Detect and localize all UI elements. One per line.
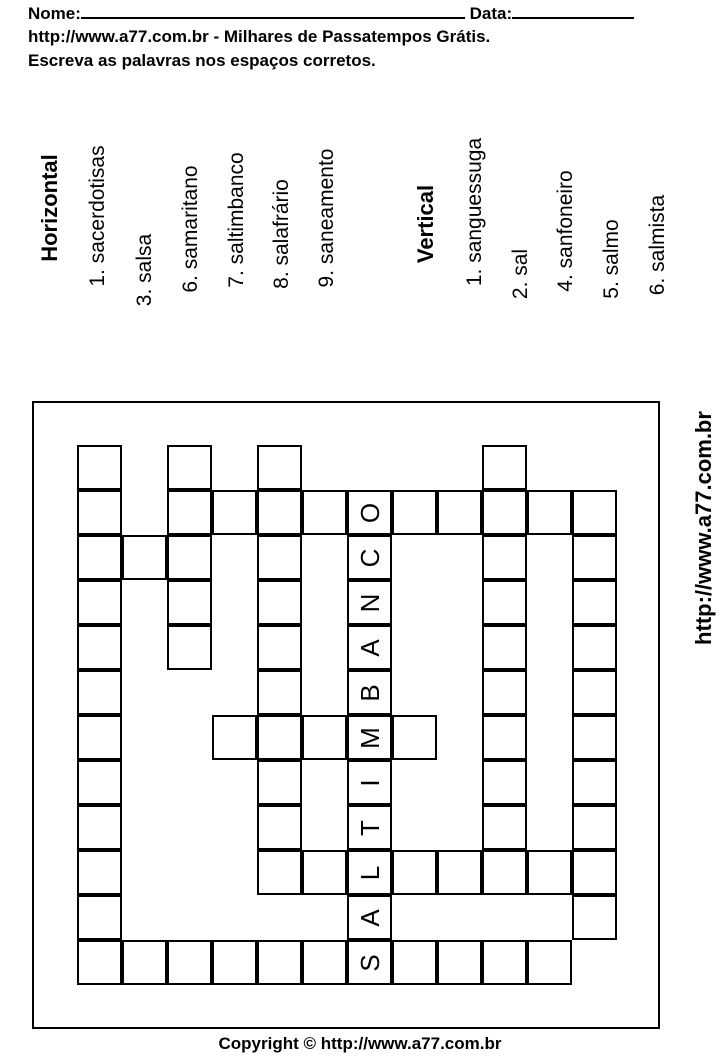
- grid-letter: I: [354, 778, 385, 787]
- vertical-clue: 4. sanfoneiro: [554, 170, 577, 292]
- grid-cell[interactable]: [572, 895, 617, 940]
- name-field[interactable]: [81, 3, 465, 19]
- grid-cell[interactable]: [77, 850, 122, 895]
- grid-cell[interactable]: [257, 490, 302, 535]
- grid-cell[interactable]: [482, 715, 527, 760]
- grid-cell[interactable]: [257, 760, 302, 805]
- grid-cell[interactable]: [167, 535, 212, 580]
- grid-cell[interactable]: [257, 940, 302, 985]
- grid-cell[interactable]: [167, 490, 212, 535]
- grid-cell[interactable]: [572, 760, 617, 805]
- grid-cell[interactable]: [482, 625, 527, 670]
- grid-cell[interactable]: [392, 850, 437, 895]
- grid-letter: L: [354, 865, 385, 880]
- grid-cell[interactable]: [482, 490, 527, 535]
- horizontal-clue: 3. salsa: [133, 233, 156, 307]
- grid-cell[interactable]: [77, 490, 122, 535]
- grid-cell[interactable]: [347, 805, 392, 850]
- grid-cell[interactable]: [482, 535, 527, 580]
- grid-cell[interactable]: [257, 580, 302, 625]
- vertical-title: Vertical: [413, 184, 438, 264]
- instruction-line: Escreva as palavras nos espaços corretos.: [28, 51, 376, 70]
- grid-cell[interactable]: [572, 490, 617, 535]
- grid-letter: T: [354, 819, 385, 836]
- grid-letter: B: [354, 683, 385, 702]
- horizontal-title: Horizontal: [37, 154, 62, 262]
- grid-cell[interactable]: [212, 715, 257, 760]
- side-url: http://www.a77.com.br: [691, 411, 716, 645]
- horizontal-clue: 8. salafrário: [270, 179, 293, 289]
- grid-cell[interactable]: [77, 805, 122, 850]
- grid-cell[interactable]: [437, 490, 482, 535]
- grid-cell[interactable]: [77, 940, 122, 985]
- grid-cell[interactable]: [392, 940, 437, 985]
- grid-cell[interactable]: [347, 625, 392, 670]
- grid-cell[interactable]: [77, 760, 122, 805]
- grid-cell[interactable]: [257, 850, 302, 895]
- grid-cell[interactable]: [572, 535, 617, 580]
- grid-cell[interactable]: [527, 850, 572, 895]
- grid-cell[interactable]: [302, 490, 347, 535]
- grid-cell[interactable]: [347, 580, 392, 625]
- grid-cell[interactable]: [167, 445, 212, 490]
- grid-cell[interactable]: [572, 805, 617, 850]
- grid-cell[interactable]: [77, 445, 122, 490]
- grid-cell[interactable]: [572, 670, 617, 715]
- grid-cell[interactable]: [392, 490, 437, 535]
- grid-cell[interactable]: [437, 850, 482, 895]
- grid-cell[interactable]: [482, 760, 527, 805]
- grid-letter: A: [354, 638, 385, 657]
- grid-cell[interactable]: [572, 850, 617, 895]
- vertical-clue: 2. sal: [509, 248, 532, 300]
- grid-cell[interactable]: [257, 805, 302, 850]
- grid-cell[interactable]: [257, 670, 302, 715]
- grid-cell[interactable]: [77, 895, 122, 940]
- grid-cell[interactable]: [347, 535, 392, 580]
- horizontal-clue: 6. samaritano: [179, 165, 202, 293]
- grid-letter: M: [354, 726, 385, 749]
- grid-cell[interactable]: [77, 715, 122, 760]
- grid-cell[interactable]: [257, 445, 302, 490]
- grid-cell[interactable]: [302, 940, 347, 985]
- grid-cell[interactable]: [212, 490, 257, 535]
- grid-letter: N: [354, 593, 385, 612]
- grid-cell[interactable]: [77, 535, 122, 580]
- vertical-clue: 6. salmista: [646, 194, 669, 296]
- grid-cell[interactable]: [572, 625, 617, 670]
- vertical-clue: 1. sanguessuga: [463, 137, 486, 287]
- grid-cell[interactable]: [347, 715, 392, 760]
- grid-letter: O: [354, 502, 385, 523]
- grid-cell[interactable]: [482, 805, 527, 850]
- grid-cell[interactable]: [77, 670, 122, 715]
- name-date-line: [28, 3, 634, 24]
- grid-cell[interactable]: [527, 940, 572, 985]
- footer-copyright: Copyright © http://www.a77.com.br: [218, 1034, 502, 1053]
- grid-cell[interactable]: [167, 940, 212, 985]
- grid-cell[interactable]: [347, 760, 392, 805]
- site-line: http://www.a77.com.br - Milhares de Passatempos Grátis.: [28, 27, 491, 46]
- grid-cell[interactable]: [392, 715, 437, 760]
- name-label: Nome:: [28, 4, 81, 23]
- grid-cell[interactable]: [77, 580, 122, 625]
- grid-cell[interactable]: [302, 715, 347, 760]
- grid-letter: A: [354, 908, 385, 927]
- grid-cell[interactable]: [482, 850, 527, 895]
- grid-cell[interactable]: [347, 940, 392, 985]
- vertical-clue: 5. salmo: [600, 219, 623, 299]
- grid-cell[interactable]: [302, 850, 347, 895]
- date-label: Data:: [469, 4, 513, 23]
- grid-cell[interactable]: [482, 670, 527, 715]
- date-field[interactable]: [512, 3, 634, 19]
- grid-cell[interactable]: [347, 895, 392, 940]
- horizontal-clue: 1. sacerdotisas: [86, 145, 109, 287]
- grid-cell[interactable]: [167, 580, 212, 625]
- grid-cell[interactable]: [77, 625, 122, 670]
- horizontal-clue: 7. saltimbanco: [225, 152, 248, 288]
- grid-cell[interactable]: [167, 625, 212, 670]
- grid-cell[interactable]: [572, 715, 617, 760]
- grid-cell[interactable]: [482, 940, 527, 985]
- grid-cell[interactable]: [572, 580, 617, 625]
- grid-cell[interactable]: [257, 535, 302, 580]
- grid-cell[interactable]: [347, 490, 392, 535]
- grid-cell[interactable]: [212, 940, 257, 985]
- grid-cell[interactable]: [347, 850, 392, 895]
- grid-cell[interactable]: [437, 940, 482, 985]
- grid-cell[interactable]: [257, 625, 302, 670]
- grid-cell[interactable]: [347, 670, 392, 715]
- grid-cell[interactable]: [482, 445, 527, 490]
- grid-cell[interactable]: [122, 535, 167, 580]
- grid-cell[interactable]: [482, 580, 527, 625]
- grid-letter: C: [354, 548, 385, 567]
- grid-cell[interactable]: [527, 490, 572, 535]
- grid-letter: S: [354, 953, 385, 972]
- grid-cell[interactable]: [257, 715, 302, 760]
- horizontal-clue: 9. saneamento: [315, 148, 338, 288]
- grid-cell[interactable]: [122, 940, 167, 985]
